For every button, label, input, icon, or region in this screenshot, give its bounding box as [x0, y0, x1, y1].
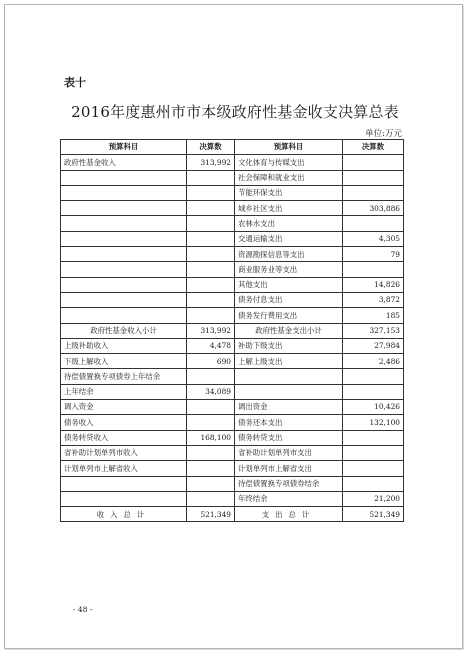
- income-amount-cell: [187, 476, 235, 491]
- table-row: [61, 292, 404, 307]
- income-subject-cell: 省补助计划单列市收入: [61, 445, 187, 460]
- table-number: 表十: [64, 76, 86, 89]
- table-row: [61, 415, 404, 430]
- table-row: [61, 461, 404, 476]
- expense-amount-cell: 14,826: [343, 277, 404, 292]
- table-row: [61, 247, 404, 262]
- income-subject-cell: [61, 170, 187, 185]
- expense-subject-cell: 政府性基金支出小计: [235, 323, 343, 338]
- expense-amount-cell: [343, 185, 404, 200]
- income-subject-cell: 收入总计: [61, 507, 187, 522]
- income-subject-cell: 政府性基金收入: [61, 155, 187, 170]
- income-subject-cell: [61, 216, 187, 231]
- income-amount-cell: [187, 400, 235, 415]
- expense-amount-cell: [343, 262, 404, 277]
- income-subject-cell: 上年结余: [61, 384, 187, 399]
- table-row: [61, 216, 404, 231]
- table-row: [61, 445, 404, 460]
- expense-amount-cell: 21,200: [343, 491, 404, 506]
- table-row: [61, 231, 404, 246]
- expense-amount-cell: [343, 476, 404, 491]
- income-subject-cell: [61, 185, 187, 200]
- table-row: [61, 323, 404, 338]
- document-title: 2016年度惠州市市本级政府性基金收支决算总表: [71, 103, 399, 121]
- income-amount-cell: [187, 185, 235, 200]
- expense-subject-cell: 城乡社区支出: [235, 201, 343, 216]
- expense-subject-cell: 债务转贷支出: [235, 430, 343, 445]
- table-row: [61, 476, 404, 491]
- income-subject-cell: [61, 262, 187, 277]
- income-subject-cell: 调入资金: [61, 400, 187, 415]
- income-amount-cell: 690: [187, 354, 235, 369]
- table-row: [61, 170, 404, 185]
- income-amount-cell: [187, 369, 235, 384]
- unit-label: 单位:万元: [365, 129, 402, 139]
- expense-amount-cell: 2,486: [343, 354, 404, 369]
- income-subject-cell: 计划单列市上解省收入: [61, 461, 187, 476]
- expense-subject-cell: 债务还本支出: [235, 415, 343, 430]
- page-number: - 48 -: [73, 605, 93, 614]
- table-row: [61, 185, 404, 200]
- expense-subject-cell: [235, 369, 343, 384]
- expense-subject-cell: 社会保障和就业支出: [235, 170, 343, 185]
- expense-amount-cell: [343, 430, 404, 445]
- expense-amount-cell: 521,349: [343, 507, 404, 522]
- income-subject-cell: 上级补助收入: [61, 338, 187, 353]
- income-amount-cell: [187, 170, 235, 185]
- expense-subject-cell: 调出资金: [235, 400, 343, 415]
- expense-subject-cell: 补助下级支出: [235, 338, 343, 353]
- income-subject-cell: [61, 308, 187, 323]
- table-row: [61, 369, 404, 384]
- expense-amount-cell: 4,305: [343, 231, 404, 246]
- income-amount-cell: [187, 201, 235, 216]
- table-body: [61, 155, 404, 522]
- table-row: [61, 262, 404, 277]
- expense-subject-cell: 上解上级支出: [235, 354, 343, 369]
- table-row: [61, 354, 404, 369]
- income-subject-cell: [61, 491, 187, 506]
- table-row: [61, 507, 404, 522]
- expense-subject-cell: 其他支出: [235, 277, 343, 292]
- income-amount-cell: [187, 262, 235, 277]
- income-amount-cell: [187, 308, 235, 323]
- income-amount-cell: [187, 292, 235, 307]
- income-amount-cell: 34,089: [187, 384, 235, 399]
- expense-amount-cell: [343, 170, 404, 185]
- income-subject-cell: [61, 277, 187, 292]
- table-row: [61, 338, 404, 353]
- expense-amount-cell: 132,100: [343, 415, 404, 430]
- column-header-income-subject: 预算科目: [61, 140, 187, 155]
- expense-amount-cell: [343, 155, 404, 170]
- income-subject-cell: [61, 201, 187, 216]
- table-header-row: [61, 140, 404, 155]
- expense-subject-cell: 交通运输支出: [235, 231, 343, 246]
- income-amount-cell: [187, 216, 235, 231]
- expense-amount-cell: 3,872: [343, 292, 404, 307]
- expense-amount-cell: 327,153: [343, 323, 404, 338]
- income-subject-cell: [61, 231, 187, 246]
- income-amount-cell: 4,478: [187, 338, 235, 353]
- expense-amount-cell: 79: [343, 247, 404, 262]
- income-subject-cell: 债务转贷收入: [61, 430, 187, 445]
- income-amount-cell: [187, 445, 235, 460]
- income-amount-cell: 313,992: [187, 155, 235, 170]
- table-row: [61, 400, 404, 415]
- expense-amount-cell: [343, 445, 404, 460]
- expense-subject-cell: 年终结余: [235, 491, 343, 506]
- expense-amount-cell: 185: [343, 308, 404, 323]
- income-amount-cell: [187, 491, 235, 506]
- expense-amount-cell: [343, 461, 404, 476]
- income-subject-cell: [61, 476, 187, 491]
- income-subject-cell: 下级上解收入: [61, 354, 187, 369]
- expense-subject-cell: 债务发行费用支出: [235, 308, 343, 323]
- table-row: [61, 155, 404, 170]
- income-subject-cell: [61, 292, 187, 307]
- expense-subject-cell: 文化体育与传媒支出: [235, 155, 343, 170]
- column-header-expense-amount: 决算数: [343, 140, 404, 155]
- income-amount-cell: [187, 277, 235, 292]
- expense-amount-cell: 303,886: [343, 201, 404, 216]
- income-amount-cell: 521,349: [187, 507, 235, 522]
- expense-amount-cell: [343, 369, 404, 384]
- table-row: [61, 430, 404, 445]
- column-header-expense-subject: 预算科目: [235, 140, 343, 155]
- income-subject-cell: 待偿债置换专项债券上年结余: [61, 369, 187, 384]
- table-row: [61, 277, 404, 292]
- income-amount-cell: 313,992: [187, 323, 235, 338]
- table-row: [61, 201, 404, 216]
- expense-amount-cell: 27,984: [343, 338, 404, 353]
- expense-subject-cell: 债务付息支出: [235, 292, 343, 307]
- expense-amount-cell: 10,426: [343, 400, 404, 415]
- fund-budget-table: [60, 139, 404, 522]
- income-amount-cell: [187, 415, 235, 430]
- income-subject-cell: 政府性基金收入小计: [61, 323, 187, 338]
- expense-subject-cell: 计划单列市上解省支出: [235, 461, 343, 476]
- income-amount-cell: 168,100: [187, 430, 235, 445]
- expense-subject-cell: 待偿债置换专项债券结余: [235, 476, 343, 491]
- expense-subject-cell: 农林水支出: [235, 216, 343, 231]
- table-row: [61, 491, 404, 506]
- income-amount-cell: [187, 461, 235, 476]
- expense-subject-cell: 节能环保支出: [235, 185, 343, 200]
- expense-subject-cell: 省补助计划单列市支出: [235, 445, 343, 460]
- expense-amount-cell: [343, 384, 404, 399]
- expense-amount-cell: [343, 216, 404, 231]
- expense-subject-cell: 支出总计: [235, 507, 343, 522]
- expense-subject-cell: [235, 384, 343, 399]
- expense-subject-cell: 资源勘探信息等支出: [235, 247, 343, 262]
- income-amount-cell: [187, 247, 235, 262]
- income-subject-cell: [61, 247, 187, 262]
- table-row: [61, 384, 404, 399]
- column-header-income-amount: 决算数: [187, 140, 235, 155]
- table-row: [61, 308, 404, 323]
- expense-subject-cell: 商业服务业等支出: [235, 262, 343, 277]
- income-subject-cell: 债务收入: [61, 415, 187, 430]
- income-amount-cell: [187, 231, 235, 246]
